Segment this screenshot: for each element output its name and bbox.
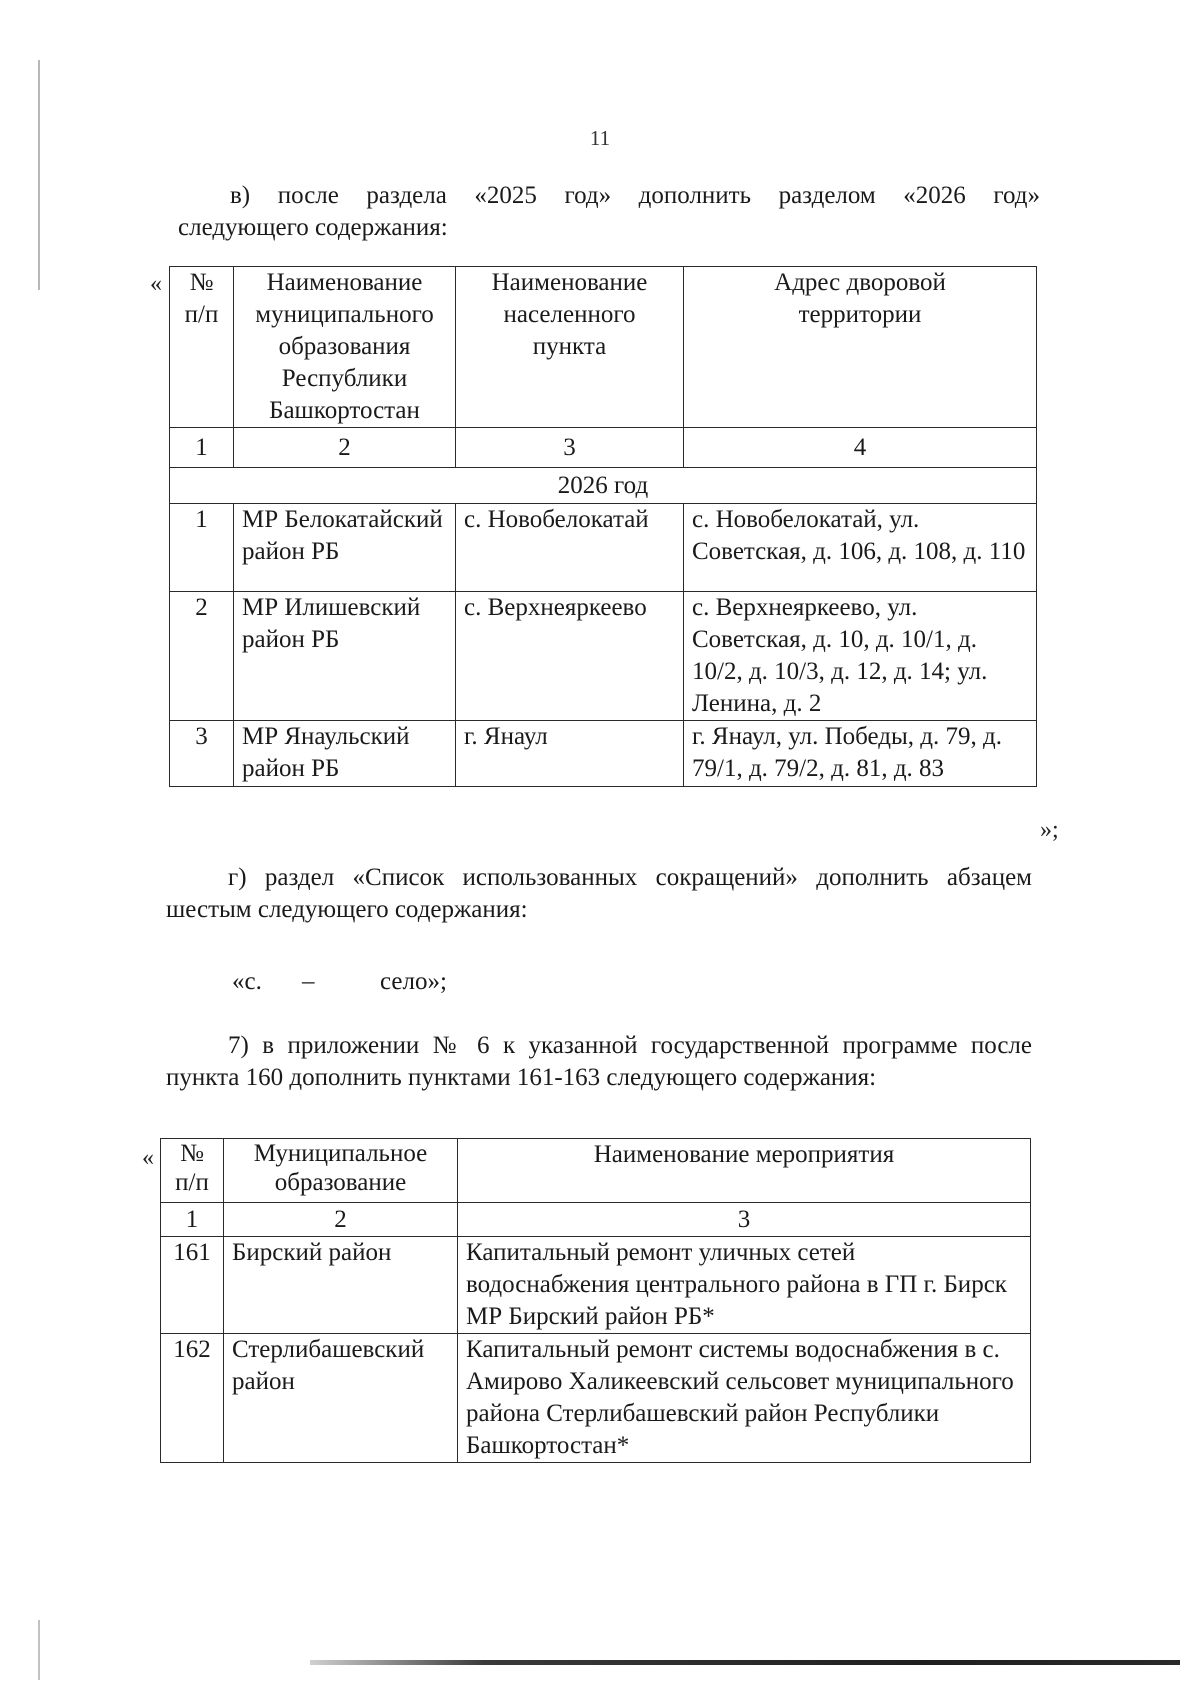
table1-colnum: 3: [456, 428, 684, 468]
paragraph-v-line1: в) после раздела «2025 год» дополнить разделом «2026 год»: [230, 182, 1040, 209]
table-row: [170, 592, 1037, 721]
row-settlement: с. Новобелокатай: [456, 504, 684, 592]
table1-section-row: [170, 468, 1037, 504]
table1-colnum: 4: [684, 428, 1037, 468]
row-number: 2: [170, 592, 234, 721]
table1-colnum: 2: [234, 428, 456, 468]
row-number: 3: [170, 721, 234, 787]
paragraph-g-line1: г) раздел «Список использованных сокращений» дополнить абзацем: [228, 864, 1032, 891]
paragraph-v-line2: следующего содержания:: [178, 214, 448, 241]
table1-section-title: 2026 год: [170, 468, 1037, 504]
activities-table: [160, 1138, 1031, 1463]
row-municipality: МР Илишевский район РБ: [234, 592, 456, 721]
table2-header-row: [161, 1139, 1031, 1203]
table1-header-municipality: Наименование муниципального образования Республики Башкортостан: [234, 267, 456, 428]
row-address: г. Янаул, ул. Победы, д. 79, д. 79/1, д. 79/2, д. 81, д. 83: [684, 721, 1037, 787]
paragraph-v: [178, 180, 1040, 244]
row-activity: Капитальный ремонт системы водоснабжения в с. Амирово Халикеевский сельсовет муниципального района Стерлибашевский район Республики Башкортостан*: [458, 1334, 1031, 1463]
row-address: с. Новобелокатай, ул. Советская, д. 106, д. 108, д. 110: [684, 504, 1037, 592]
table1-header-num: № п/п: [170, 267, 234, 428]
table-row: [161, 1237, 1031, 1334]
abbreviation-meaning: село»;: [380, 968, 447, 995]
row-number: 162: [161, 1334, 224, 1463]
paragraph-7: [166, 1030, 1032, 1094]
table-row: [161, 1334, 1031, 1463]
page-number: 11: [589, 126, 611, 150]
table2-colnum: 3: [458, 1203, 1031, 1237]
table1-open-quote: «: [150, 271, 162, 297]
table2-header-num: № п/п: [161, 1139, 224, 1203]
scan-artifact-left-bottom: [38, 1620, 40, 1680]
table2-header-activity: Наименование мероприятия: [458, 1139, 1031, 1203]
row-municipality: Стерлибашевский район: [224, 1334, 458, 1463]
table2-colnum-row: [161, 1203, 1031, 1237]
table1-colnum: 1: [170, 428, 234, 468]
table1-close-quote: »;: [1040, 817, 1059, 843]
table2-open-quote: «: [142, 1145, 154, 1171]
table2-colnum: 2: [224, 1203, 458, 1237]
row-municipality: МР Белокатайский район РБ: [234, 504, 456, 592]
table2-header-municipality: Муниципальное образование: [224, 1139, 458, 1203]
row-address: с. Верхнеяркеево, ул. Советская, д. 10, д. 10/1, д. 10/2, д. 10/3, д. 12, д. 14; ул. Ленина, д. 2: [684, 592, 1037, 721]
table-row: [170, 721, 1037, 787]
paragraph-7-line1: 7) в приложении № 6 к указанной государственной программе после: [228, 1032, 1032, 1059]
paragraph-g: [166, 862, 1032, 926]
row-activity: Капитальный ремонт уличных сетей водоснабжения центрального района в ГП г. Бирск МР Бирский район РБ*: [458, 1237, 1031, 1334]
abbreviation-term: «с.: [232, 968, 262, 995]
row-number: 1: [170, 504, 234, 592]
paragraph-g-line2: шестым следующего содержания:: [166, 896, 528, 923]
table1-header-address: Адрес дворовой территории: [684, 267, 1037, 428]
table2-colnum: 1: [161, 1203, 224, 1237]
scan-artifact-left: [38, 60, 40, 290]
table1-header-settlement: Наименование населенного пункта: [456, 267, 684, 428]
table1-colnum-row: [170, 428, 1037, 468]
row-settlement: г. Янаул: [456, 721, 684, 787]
row-settlement: с. Верхнеяркеево: [456, 592, 684, 721]
row-municipality: МР Янаульский район РБ: [234, 721, 456, 787]
table1-header-row: [170, 267, 1037, 428]
paragraph-7-line2: пункта 160 дополнить пунктами 161-163 следующего содержания:: [166, 1064, 877, 1091]
table-row: [170, 504, 1037, 592]
row-municipality: Бирский район: [224, 1237, 458, 1334]
row-number: 161: [161, 1237, 224, 1334]
yard-territories-table: [169, 266, 1037, 787]
scan-artifact-bottom: [310, 1660, 1180, 1665]
abbreviation-dash: –: [302, 968, 315, 995]
